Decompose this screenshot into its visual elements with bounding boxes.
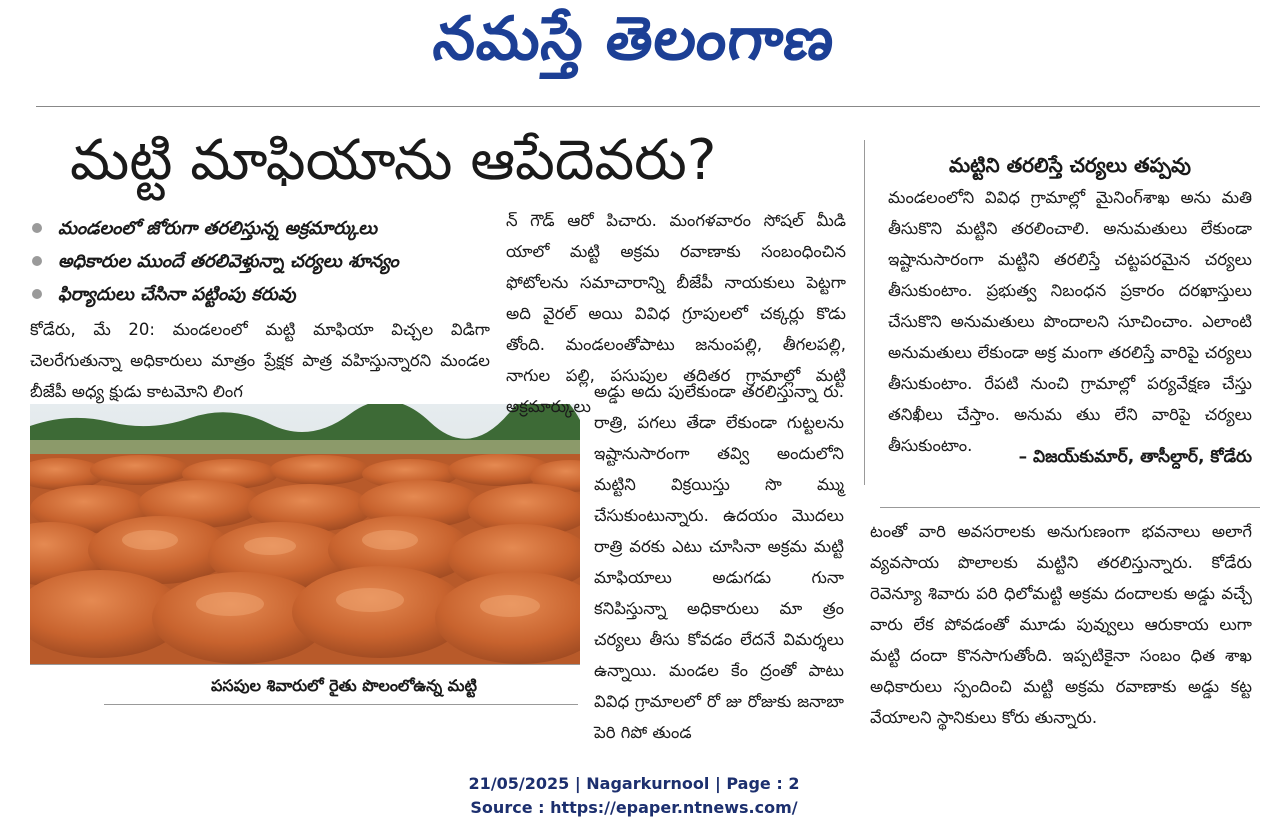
bullet-item [30, 278, 500, 311]
sidebar-divider [880, 507, 1260, 508]
footer-source-link[interactable]: Source : https://epaper.ntnews.com/ [470, 798, 798, 817]
article-column-right: టంతో వారి అవసరాలకు అనుగుణంగా భవనాలు అలాగే వ్యవసాయ పొలాలకు మట్టిని తరలిస్తున్నారు. కోడేరు రెవెన్యూ శివారు పరి ధిలోమట్టి అక్రమ దందాలకు అడ్డు వచ్చే వారు లేక పోవడంతో మూడు పువ్వులు ఆరుకాయ లుగా మట్టి దందా కొనసాగుతోంది. ఇప్పటికైనా సంబం ధిత శాఖ అధికారులు స్పందించి మట్టి అక్రమ రవాణాకు అడ్డు కట్ట వేయాలని స్థానికులు కోరు తున్నారు. [870, 522, 1252, 727]
article-column-middle-bottom: అడ్డు అదు పులేకుండా తరలిస్తున్నా రు. రాత్రి, పగలు తేడా లేకుండా గుట్టలను ఇష్టానుసారంగా తవ్వి అందులోని మట్టిని విక్రయిస్తు సొ మ్ము చేసుకుంటున్నారు. ఉదయం మొదలు రాత్రి వరకు ఎటు చూసినా అక్రమ మట్టి మాఫియాలు అడుగడు గునా కనిపిస్తున్నా అధికారులు మా త్రం చర్యలు తీసు కోవడం లేదనే విమర్శలు ఉన్నాయి. మండల కేం ద్రంతో పాటు వివిధ గ్రామాలలో రో జు రోజుకు జనాబా పెరి గిపో తుండ [594, 382, 844, 742]
newspaper-logo: నమస్తే తెలంగాణ [430, 4, 839, 74]
bullet-dot-icon [32, 223, 42, 233]
masthead [0, 0, 1268, 96]
article-lead-paragraph: కోడేరు, మే 20: మండలంలో మట్టి మాఫియా విచ్చల విడిగా చెలరేగుతున్నా అధికారులు మాత్రం ప్రేక్షక పాత్ర వహిస్తున్నారని మండల బీజేపీ అధ్య క్షుడు కాటమోని లింగ [30, 320, 490, 401]
bullet-dot-icon [32, 256, 42, 266]
subheadline-bullets [30, 212, 500, 311]
article-photo [30, 404, 580, 665]
article-headline: మట్టి మాఫియాను ఆపేదెవరు? [70, 128, 717, 193]
bullet-item [30, 212, 500, 245]
sidebar-body: మండలంలోని వివిధ గ్రామాల్లో మైనింగ్‌శాఖ అను మతి తీసుకొని మట్టిని తరలించాలి. అనుమతులు లేకుండా ఇష్టానుసారంగా మట్టిని తరలిస్తే చట్టపరమైన చర్యలు తీసుకుంటాం. ప్రభుత్వ నిబంధన ప్రకారం దరఖాస్తులు చేసుకొని అనుమతులు పొందాలని సూచించాం. ఎలాంటి అనుమతులు లేకుండా అక్ర మంగా తరలిస్తే వారిపై చర్యలు తీసుకుంటాం. రేపటి నుంచి గ్రామాల్లో పర్యవేక్షణ చేస్తు తనిఖీలు చేస్తాం. అనుమ తుు లేని వారిపై చర్యలు తీసుకుంటాం. [888, 188, 1252, 455]
soil-mounds-image [30, 404, 580, 664]
bullet-text: అధికారుల ముందే తరలివెళ్తున్నా చర్యలు శూన్యం [58, 251, 399, 272]
sidebar-title: మట్టిని తరలిస్తే చర్యలు తప్పవు [949, 153, 1191, 177]
footer-date-edition: 21/05/2025 | Nagarkurnool | Page : 2 [468, 774, 800, 793]
bullet-text: మండలంలో జోరుగా తరలిస్తున్న అక్రమార్కులు [58, 218, 378, 239]
masthead-divider [36, 106, 1260, 107]
column-divider [864, 140, 865, 485]
article-column-middle-top: న్ గౌడ్ ఆరో పిచారు. మంగళవారం సోషల్ మీడి యాలో మట్టి అక్రమ రవాణాకు సంబంధించిన ఫోటోలను సమాచారాన్ని బీజేపీ నాయకులు పెట్టగా అది వైరల్ అయి వివిధ గ్రూపులలో చక్కర్లు కొడు తోంది. మండలంతోపాటు జనుంపల్లి, తీగలపల్లి, నాగుల పల్లి, పసుపుల తదితర గ్రామాల్లో మట్టి అక్రమార్కులు [506, 211, 846, 416]
page-footer [0, 772, 1268, 820]
sidebar-signature: – విజయ్‌కుమార్, తాసీల్దార్, కోడేరు [1018, 447, 1252, 467]
caption-divider [104, 704, 578, 705]
bullet-text: ఫిర్యాదులు చేసినా పట్టింపు కరువు [58, 284, 296, 305]
bullet-dot-icon [32, 289, 42, 299]
bullet-item [30, 245, 500, 278]
photo-caption: పసపుల శివారులో రైతు పొలంలోఉన్న మట్టి [211, 676, 477, 695]
